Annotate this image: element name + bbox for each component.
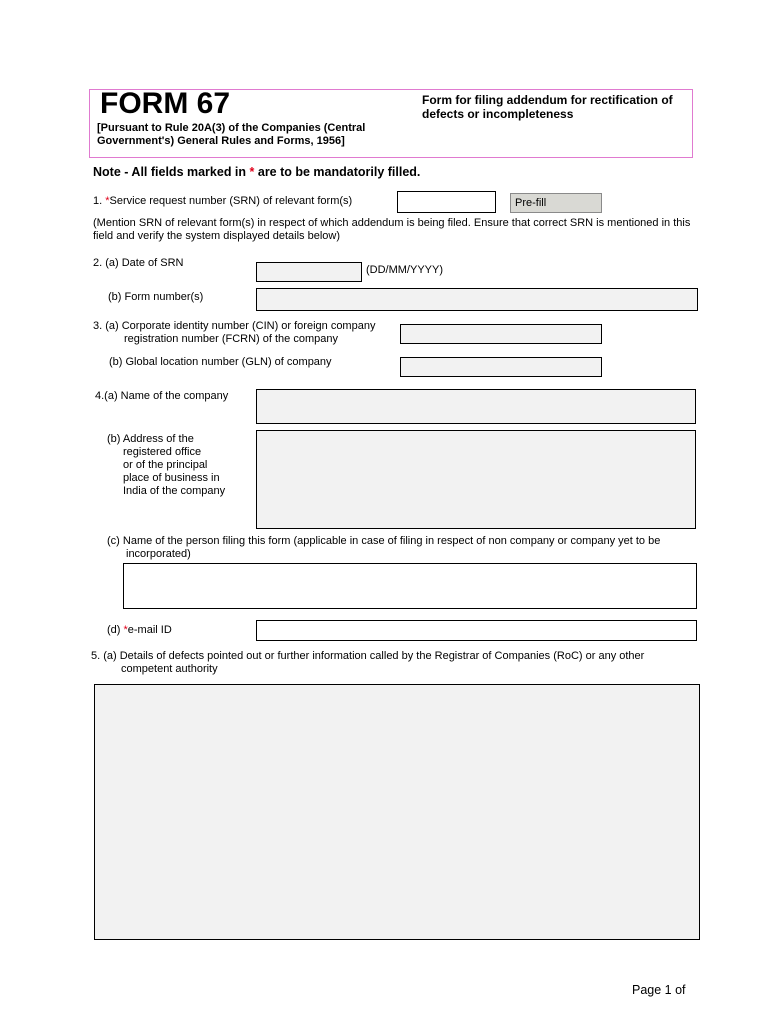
form-description: Form for filing addendum for rectification of defects or incompleteness (422, 93, 673, 121)
address-label-line2: registered office (123, 446, 202, 458)
required-star: * (123, 624, 128, 636)
gln-label: (b) Global location number (GLN) of company (109, 356, 332, 368)
filer-name-label-line2: incorporated) (126, 548, 191, 560)
cin-field[interactable] (400, 324, 602, 344)
form-subtitle: [Pursuant to Rule 20A(3) of the Companies (Central Government's) General Rules and Forms, 1956] (97, 122, 366, 147)
defects-label-line1: 5. (a) Details of defects pointed out or further information called by the Registrar of Companies (RoC) or any other (91, 650, 645, 662)
mandatory-note (93, 165, 420, 179)
date-format-hint: (DD/MM/YYYY) (366, 264, 443, 276)
cin-label-line1: 3. (a) Corporate identity number (CIN) or foreign company (93, 320, 376, 332)
form-number-label: (b) Form number(s) (108, 291, 204, 303)
note-prefix: Note - All fields marked in (93, 165, 250, 179)
note-suffix: are to be mandatorily filled. (254, 165, 421, 179)
date-of-srn-field[interactable] (256, 262, 362, 282)
srn-input[interactable] (397, 191, 496, 213)
email-prefix: (d) (107, 624, 124, 636)
email-label-text: e-mail ID (127, 624, 172, 636)
address-label-line1: (b) Address of the (107, 433, 194, 445)
prefill-button[interactable]: Pre-fill (510, 193, 602, 213)
filer-name-label-line1: (c) Name of the person filing this form (applicable in case of filing in respect of non company or company yet to be (107, 535, 661, 547)
required-star: * (105, 195, 110, 207)
filer-name-input[interactable] (123, 563, 697, 609)
srn-label (93, 195, 352, 208)
srn-hint: (Mention SRN of relevant form(s) in respect of which addendum is being filed. Ensure that correct SRN is mentioned in this field and verify the system displayed details below) (93, 217, 691, 242)
address-label-line5: India of the company (123, 485, 226, 497)
email-label (107, 624, 172, 637)
cin-label-line2: registration number (FCRN) of the company (124, 333, 338, 345)
srn-number: 1. (93, 195, 106, 207)
page-number: Page 1 of (632, 983, 686, 997)
email-input[interactable] (256, 620, 697, 641)
address-label-line4: place of business in (123, 472, 220, 484)
defects-label-line2: competent authority (121, 663, 218, 675)
company-name-label: 4.(a) Name of the company (95, 390, 229, 402)
company-name-field[interactable] (256, 389, 696, 424)
srn-label-text: Service request number (SRN) of relevant form(s) (109, 195, 353, 207)
required-star: * (249, 165, 255, 179)
date-of-srn-label: 2. (a) Date of SRN (93, 257, 184, 269)
defects-details-field[interactable] (94, 684, 700, 940)
address-label-line3: or of the principal (123, 459, 208, 471)
form-title: FORM 67 (100, 87, 231, 120)
registered-address-field[interactable] (256, 430, 696, 529)
gln-field[interactable] (400, 357, 602, 377)
form-number-field[interactable] (256, 288, 698, 311)
